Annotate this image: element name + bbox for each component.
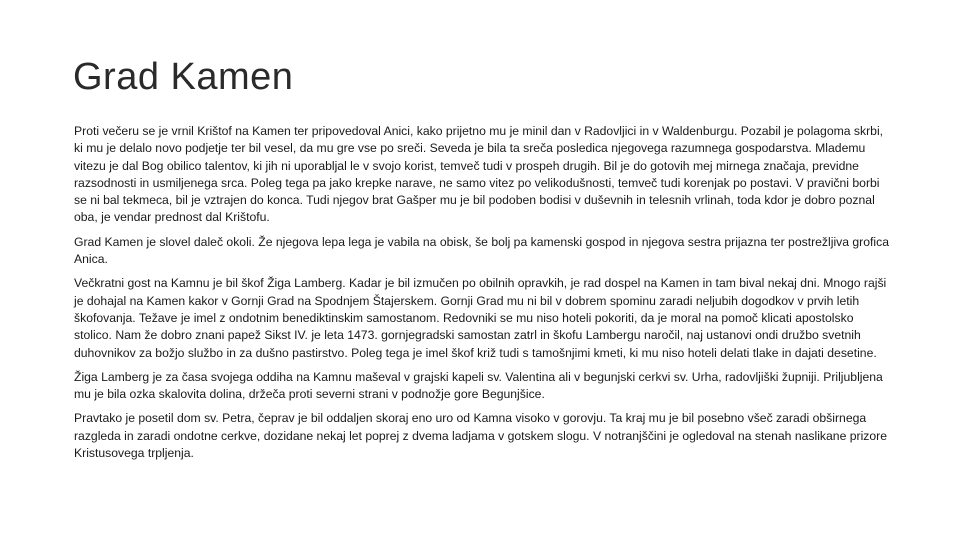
slide-title: Grad Kamen <box>73 56 294 98</box>
paragraph: Večkratni gost na Kamnu je bil škof Žiga Lamberg. Kadar je bil izmučen po obilnih opravkih, je rad dospel na Kamen in tam bival nekaj dni. Mnogo rajši je dohajal na Kamen kakor v Gornji Grad na Spodnjem Štajerskem. Gornji Grad mu ni bil v dobrem spominu zaradi neljubih dogodkov v prvih letih škofovanja. Težave je imel z ondotnim benediktinskim samostanom. Redovniki se mu niso hoteli pokoriti, da je moral na pomoč klicati apostolsko stolico. Nam že dobro znani papež Sikst IV. je leta 1473. gornjegradski samostan zatrl in škofu Lambergu naročil, naj ustanovi ondi družbo svetnih duhovnikov za božjo službo in za dušno pastirstvo. Poleg tega je imel škof križ tudi s tamošnjimi kmeti, ki mu niso hoteli delati tlake in dajati desetine. <box>74 276 887 360</box>
paragraph: Žiga Lamberg je za časa svojega oddiha na Kamnu maševal v grajski kapeli sv. Valentina ali v begunjski cerkvi sv. Urha, radovljiški župniji. Priljubljena mu je bila ozka skalovita dolina, držeča proti severni strani v podnožje gore Begunjšice. <box>74 369 883 402</box>
paragraph: Proti večeru se je vrnil Krištof na Kamen ter pripovedoval Anici, kako prijetno mu je minil dan v Radovljici in v Waldenburgu. Pozabil je polagoma skrbi, ki mu je delalo novo podjetje ter bil vesel, da mu gre vse po sreči. Seveda je bila ta sreča posledica njegovega razumnega gospodarstva. Mlademu vitezu je dal Bog obilico talentov, ki jih ni uporabljal le v svojo korist, temveč tudi v prospeh drugih. Bil je do gotovih mej mirnega značaja, previdne razsodnosti in usmiljenega srca. Poleg tega pa jako krepke narave, ne samo vitez po velikodušnosti, temveč tudi korenjak po postavi. V pravični borbi se ni bal tekmeca, bil je vztrajen do konca. Tudi njegov brat Gašper mu je bil podoben bodisi v duševnih in telesnih vrlinah, toda kdor je dobro poznal oba, je vendar prednost dal Krištofu. <box>74 124 884 225</box>
paragraph: Pravtako je posetil dom sv. Petra, čeprav je bil oddaljen skoraj eno uro od Kamna visoko v gorovju. Ta kraj mu je bil posebno všeč zaradi obširnega razgleda in zaradi ondotne cerkve, dozidane nekaj let poprej z dvema ladjama v gotskem slogu. V notranjščini je ogledoval na stenah naslikane prizore Kristusovega trpljenja. <box>74 411 887 461</box>
paragraph: Grad Kamen je slovel daleč okoli. Že njegova lepa lega je vabila na obisk, še bolj pa kamenski gospod in njegova sestra prijazna ter postrežljiva grofica Anica. <box>74 234 889 267</box>
slide-body <box>74 123 889 469</box>
